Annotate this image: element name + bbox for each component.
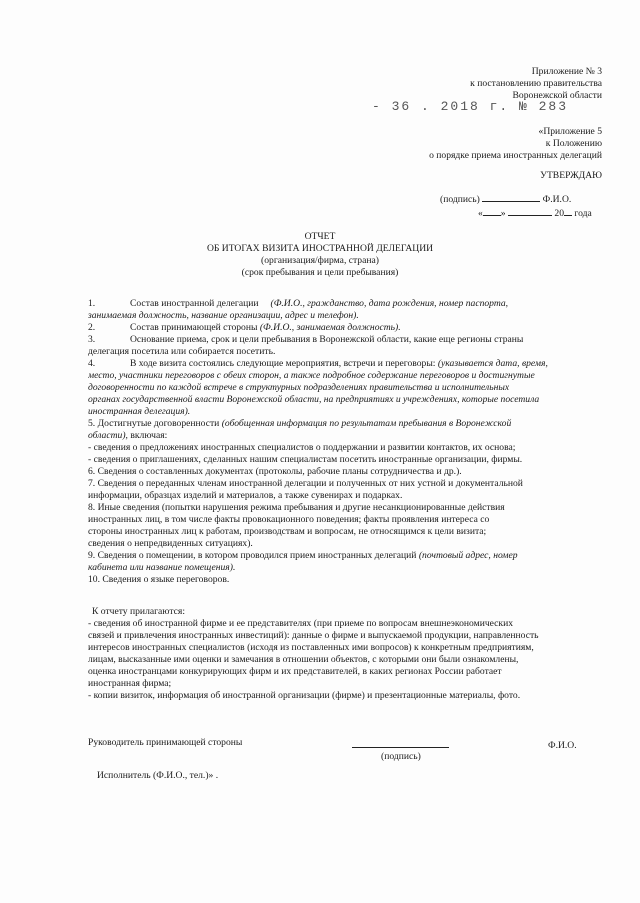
appendix5-header: [302, 126, 602, 162]
item-3: 3. Основание приема, срок и цели пребывания в Воронежской области, какие еще регионы страны: [88, 334, 524, 345]
date-month-line: [508, 215, 552, 216]
head-sign-line: [352, 747, 449, 748]
item-8-cont-3: сведения о непредвиденных ситуациях).: [88, 538, 253, 549]
item-4-cont-1: место, участники переговоров с обеих сторон, а также подробное содержание переговоров и достигнутые: [88, 370, 535, 381]
item-8-cont-1: иностранных лиц, в том числе факты провокационного поведения; факты проявления интереса со: [88, 514, 490, 525]
item-2: 2. Состав принимающей стороны (Ф.И.О., занимаемая должность).: [88, 322, 401, 333]
item-5: 5. Достигнутые договоренности (обобщенная информация по результатам пребывания в Воронежской: [88, 418, 512, 429]
item-1: 1. Состав иностранной делегации (Ф.И.О., гражданство, дата рождения, номер паспорта,: [88, 298, 509, 309]
attachments-block: [88, 606, 598, 702]
registration-stamp: - 36 . 2018 г. № 283: [372, 99, 569, 114]
item-4-cont-2: договоренности по каждой встрече в структурных подразделениях правительства и исполнительных: [88, 382, 510, 393]
item-8: 8. Иные сведения (попытки нарушения режима пребывания и другие несанкционированные действия: [88, 502, 505, 513]
attachment-1-cont-5: иностранная фирма;: [88, 678, 172, 689]
head-label: Руководитель принимающей стороны: [88, 737, 243, 748]
item-5-cont: области), включая:: [88, 430, 168, 441]
title-report: ОТЧЕТ: [304, 231, 336, 242]
document-title: [0, 231, 640, 279]
attachments-heading: К отчету прилагаются:: [92, 606, 185, 617]
item-6: 6. Сведения о составленных документах (протоколы, рабочие планы сотрудничества и др.).: [88, 466, 462, 477]
date-year-prefix: 20: [554, 208, 564, 219]
procedure-ref: о порядке приема иностранных делегаций: [429, 150, 602, 161]
date-quote-close: »: [500, 208, 506, 219]
approve-label: УТВЕРЖДАЮ: [540, 170, 602, 181]
executor-label: Исполнитель (Ф.И.О., тел.)» .: [97, 770, 219, 781]
item-5-sub-2: - сведения о приглашениях, сделанных нашим специалистам посетить иностранные организации, фирмы.: [88, 454, 523, 465]
attachment-1-cont-1: связей и привлечения иностранных инвестиций): данные о фирме и выпускаемой продукции, направленность: [88, 630, 539, 641]
item-8-cont-2: стороны иностранных лиц к работам, производствам и вопросам, не относящимся к цели визита;: [88, 526, 487, 537]
approve-date-row: [478, 208, 592, 220]
title-main: ОБ ИТОГАХ ВИЗИТА ИНОСТРАННОЙ ДЕЛЕГАЦИИ: [206, 243, 434, 254]
approve-signature-row: [440, 194, 571, 206]
item-7-cont: информации, образцах изделий и материалов, а также сувенирах и подарках.: [88, 490, 403, 501]
attachment-1-cont-4: оценка иностранцами конкурирующих фирм и их представителей, в каких регионах России работает: [88, 666, 502, 677]
approve-sign-label: (подпись): [440, 194, 480, 205]
attachment-1-cont-3: лицам, высказанные ими оценки и замечания в отношении объектов, с которыми они были ознакомлены,: [88, 654, 519, 665]
date-year-line: [564, 215, 572, 216]
attachment-1-cont-2: интересов иностранных специалистов (исходя из поставленных ими вопросов) к конкретным предприятиям,: [88, 642, 534, 653]
item-9: 9. Сведения о помещении, в котором проводился прием иностранных делегаций (почтовый адрес, номер: [88, 550, 518, 561]
item-10: 10. Сведения о языке переговоров.: [88, 574, 230, 585]
date-year-suffix: года: [574, 208, 592, 219]
item-3-cont: делегация посетила или собирается посетить.: [88, 346, 276, 357]
date-day-line: [483, 215, 501, 216]
item-7: 7. Сведения о переданных членам иностранной делегации и полученных от них устной и документальной: [88, 478, 523, 489]
item-4-cont-4: иностранная делегация).: [88, 406, 191, 417]
appendix5-label: «Приложение 5: [538, 126, 602, 137]
item-1-cont: занимаемая должность, название организации, адрес и телефон).: [88, 310, 359, 321]
item-4: 4. В ходе визита состоялись следующие мероприятия, встречи и переговоры: (указывается дата, время,: [88, 358, 548, 369]
resolution-ref: к постановлению правительства: [470, 78, 602, 89]
attachment-2: - копии визиток, информация об иностранной организации (фирме) и презентационные материалы, фото.: [88, 690, 521, 701]
region-name: Воронежской области: [512, 90, 602, 101]
attachment-1: - сведения об иностранной фирме и ее представителях (при приеме по вопросам внешнеэкономических: [88, 618, 514, 629]
title-duration: (срок пребывания и цели пребывания): [241, 267, 399, 278]
head-fio: Ф.И.О.: [548, 740, 577, 751]
approve-fio: Ф.И.О.: [542, 194, 572, 205]
regulation-ref: к Положению: [545, 138, 602, 149]
approve-sign-line: [482, 201, 540, 202]
title-organization: (организация/фирма, страна): [261, 255, 379, 266]
appendix-number: Приложение № 3: [531, 66, 602, 77]
item-4-cont-3: органах государственной власти Воронежской области, на предприятиях и учреждениях, которые посетила: [88, 394, 540, 405]
appendix-header: [302, 66, 602, 102]
report-items: [88, 298, 598, 586]
item-9-cont: кабинета или название помещения).: [88, 562, 236, 573]
head-sign-label: (подпись): [381, 751, 421, 762]
date-quote-open: «: [478, 208, 483, 219]
item-5-sub-1: - сведения о предложениях иностранных специалистов о поддержании и развитии контактов, их основа;: [88, 442, 516, 453]
